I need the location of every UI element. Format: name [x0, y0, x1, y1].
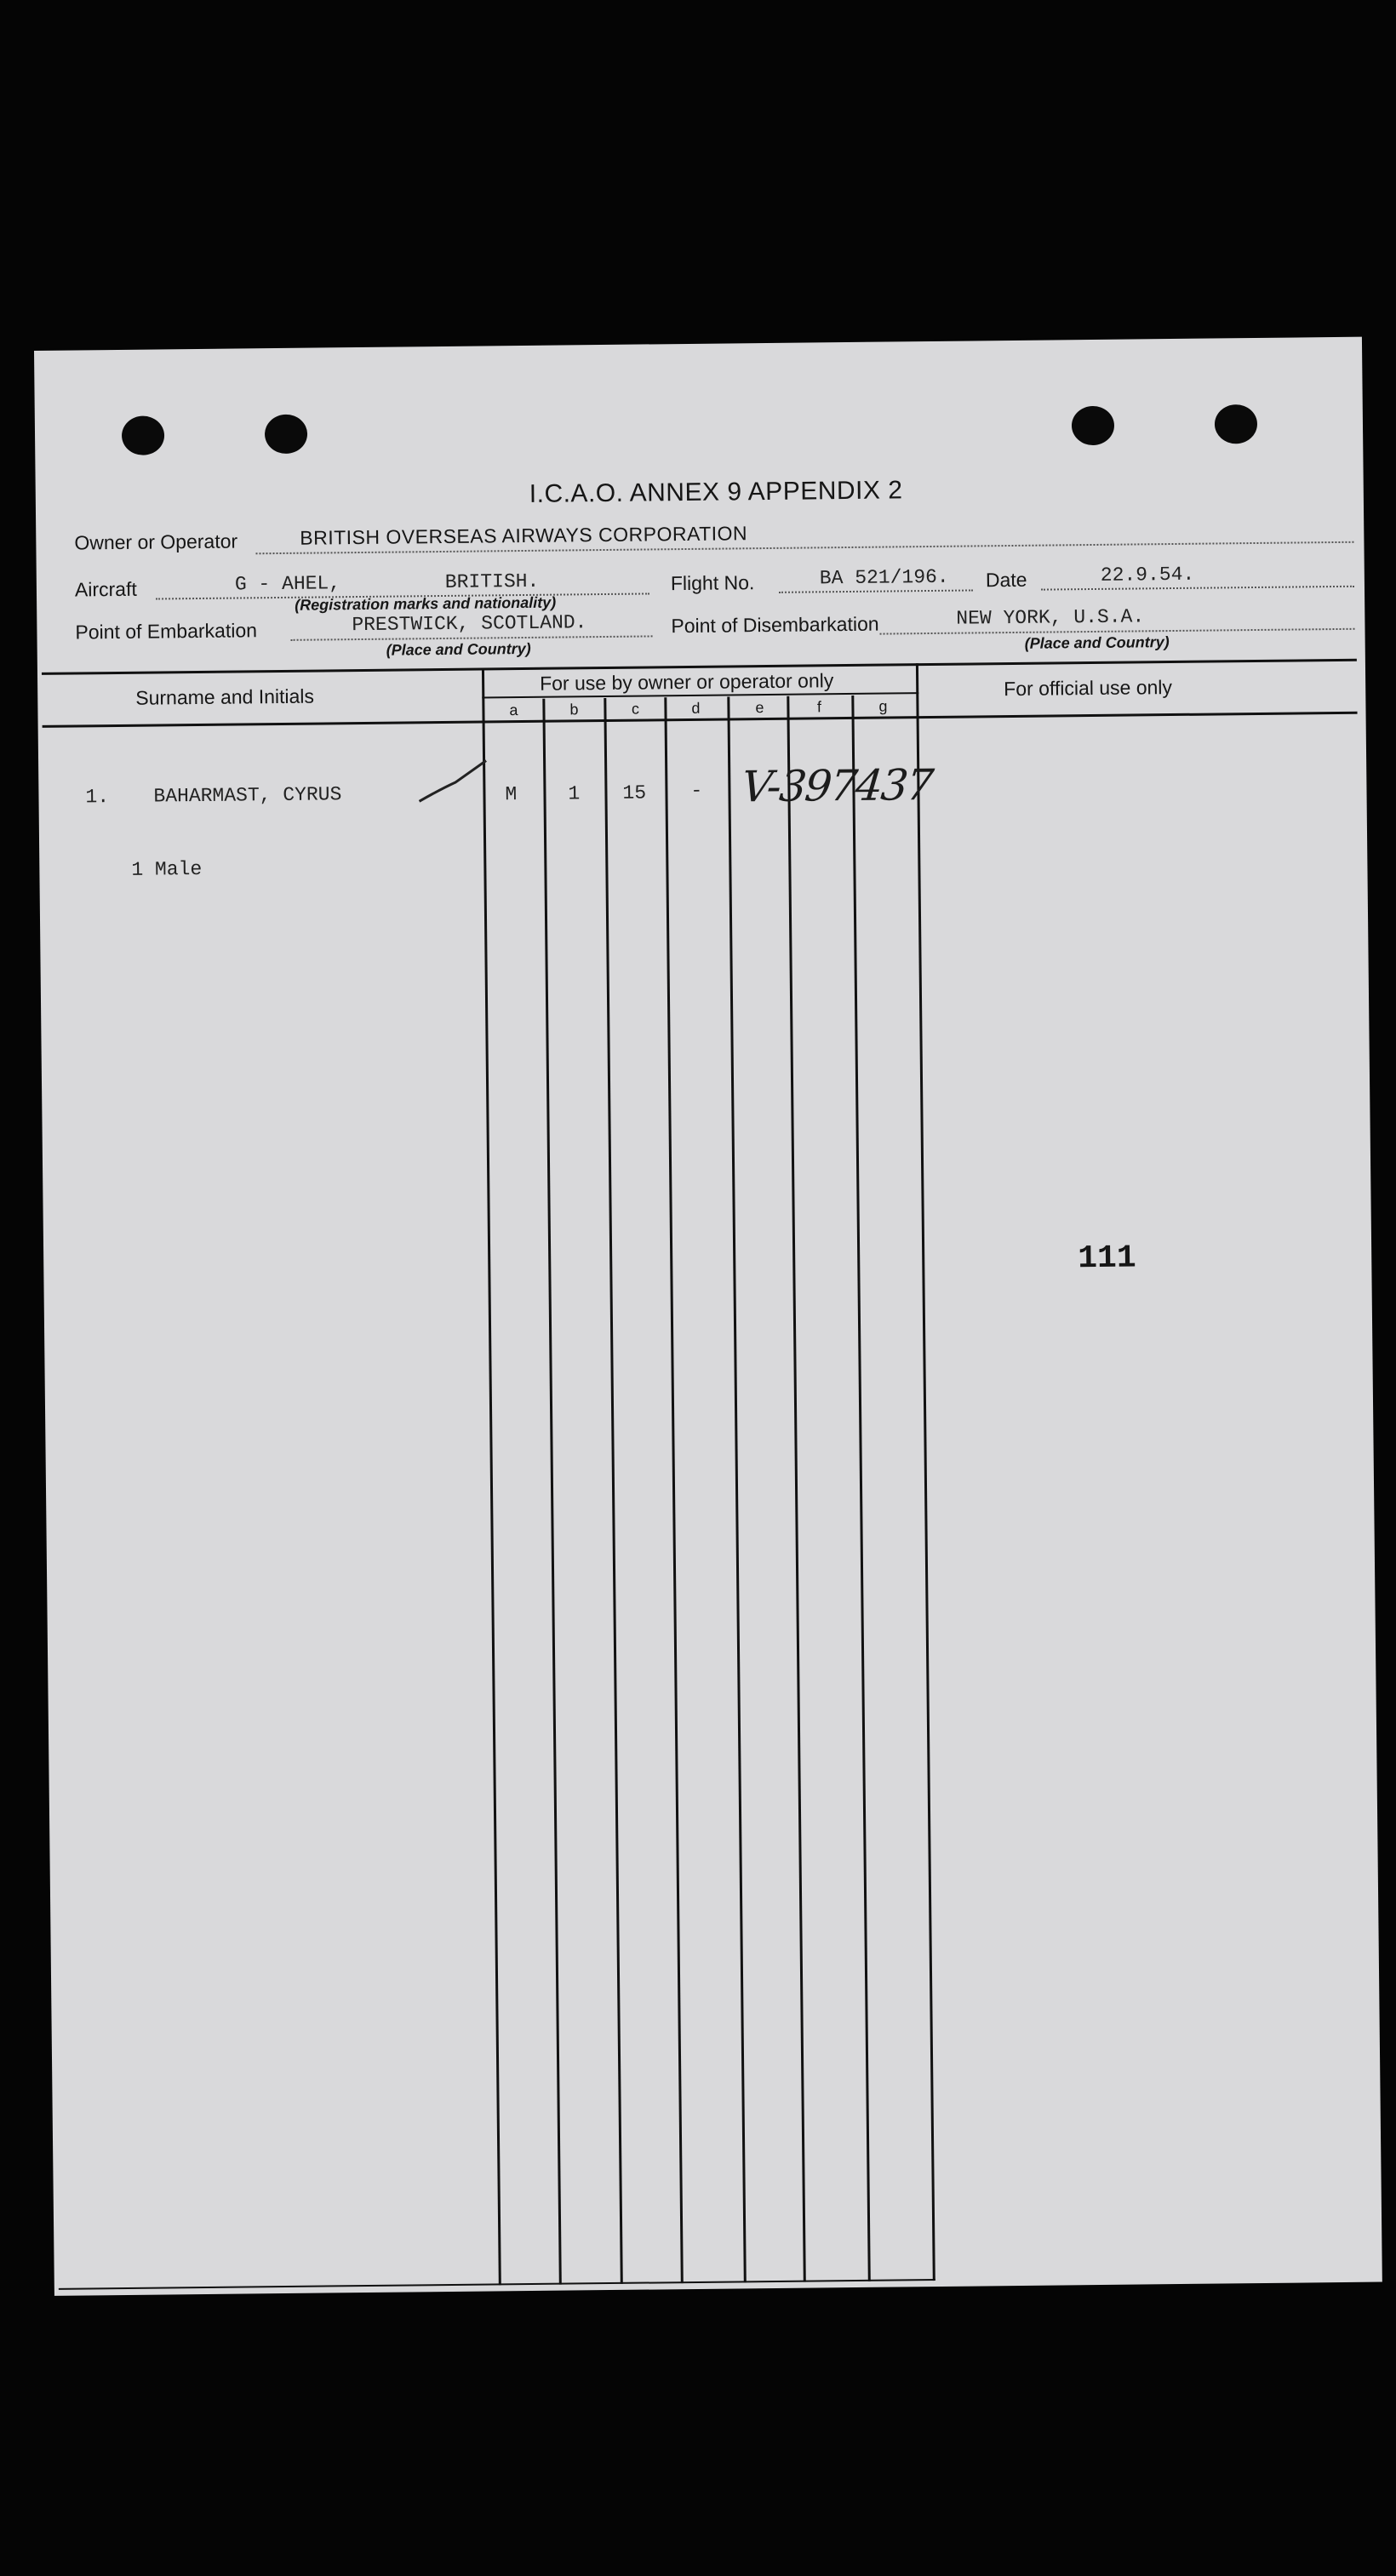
cell-b: 1 [568, 782, 581, 805]
flight-dotted-line [779, 589, 973, 592]
flight-value: BA 521/196. [819, 565, 949, 590]
disembarkation-label: Point of Disembarkation [671, 612, 879, 638]
column-divider [664, 697, 684, 2283]
sub-col-e: e [755, 699, 764, 717]
disembarkation-note: (Place and Country) [1024, 633, 1170, 652]
col-surname-header: Surname and Initials [135, 684, 315, 709]
col-official-header: For official use only [1004, 676, 1173, 701]
handwritten-visa-number: V-397437 [739, 759, 935, 812]
sub-col-a: a [509, 701, 518, 719]
column-divider [727, 696, 747, 2282]
form-title: I.C.A.O. ANNEX 9 APPENDIX 2 [529, 476, 903, 508]
cell-c: 15 [622, 781, 647, 804]
column-divider [851, 696, 871, 2281]
row-number: 1. [85, 786, 110, 809]
column-divider [542, 699, 562, 2285]
embarkation-value: PRESTWICK, SCOTLAND. [352, 611, 587, 637]
cell-d: - [690, 779, 703, 802]
disembarkation-value: NEW YORK, U.S.A. [956, 605, 1145, 630]
cell-a: M [505, 783, 518, 806]
sub-col-f: f [816, 698, 822, 716]
punch-hole [1072, 406, 1114, 446]
date-dotted-line [1041, 586, 1354, 591]
sub-col-d: d [691, 699, 701, 717]
owner-label: Owner or Operator [74, 530, 238, 554]
embarkation-label: Point of Embarkation [75, 619, 258, 644]
aircraft-label: Aircraft [74, 577, 137, 601]
table-bottom-rule [59, 2279, 935, 2290]
column-divider [787, 696, 806, 2282]
summary-count: 1 Male [131, 857, 203, 881]
owner-value: BRITISH OVERSEAS AIRWAYS CORPORATION [300, 522, 748, 549]
aircraft-value: G - AHEL, [234, 572, 341, 596]
punch-hole [122, 415, 164, 455]
sub-col-b: b [569, 701, 579, 718]
aircraft-note: (Registration marks and nationality) [295, 593, 557, 614]
date-label: Date [985, 568, 1027, 592]
embarkation-note: (Place and Country) [386, 639, 531, 659]
sub-col-c: c [631, 700, 640, 718]
page-number: 111 [1078, 1239, 1136, 1278]
punch-hole [1215, 404, 1257, 444]
passenger-name: BAHARMAST, CYRUS [153, 783, 342, 808]
manifest-sheet [34, 337, 1382, 2296]
column-divider [482, 667, 501, 2285]
flight-label: Flight No. [670, 571, 755, 595]
tick-mark [415, 756, 492, 808]
col-operator-header: For use by owner or operator only [539, 669, 834, 695]
column-divider [604, 698, 623, 2284]
date-value: 22.9.54. [1100, 563, 1195, 587]
punch-hole [265, 415, 307, 455]
sub-col-g: g [878, 697, 888, 715]
column-divider [916, 663, 935, 2281]
aircraft-nationality: BRITISH. [444, 570, 540, 593]
